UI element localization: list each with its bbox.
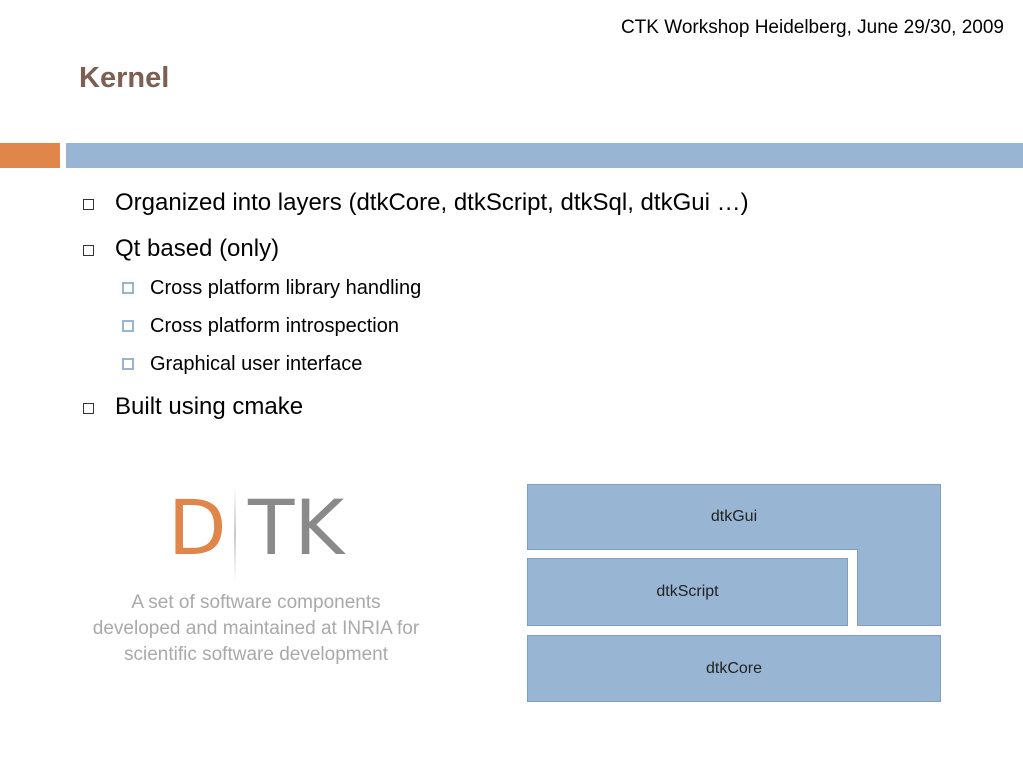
logo-letters-tk: TK [248, 483, 345, 572]
logo-caption-line: A set of software components [131, 592, 381, 613]
slide-title: Kernel [79, 62, 170, 94]
title-divider-bar [66, 143, 1023, 168]
bullet-list [80, 186, 749, 436]
square-sub-bullet-icon [122, 358, 134, 370]
logo-letter-d: D [168, 483, 227, 572]
bullet-text: Qt based (only) [115, 235, 280, 262]
logo-divider [234, 486, 236, 582]
bullet-item [80, 186, 749, 220]
bullet-item [80, 390, 749, 424]
sub-bullet-list [122, 274, 749, 378]
sub-bullet-text: Graphical user interface [150, 353, 363, 375]
sub-bullet-item [122, 350, 749, 378]
bullet-text: Organized into layers (dtkCore, dtkScript, dtkSql, dtkGui …) [115, 189, 749, 216]
square-sub-bullet-icon [122, 282, 134, 294]
logo-caption-line: scientific software development [123, 644, 388, 665]
square-bullet-icon [83, 245, 94, 256]
square-sub-bullet-icon [122, 320, 134, 332]
layer-dtkcore [527, 635, 941, 702]
square-bullet-icon [83, 403, 94, 414]
layer-label: dtkCore [705, 659, 763, 677]
logo-caption-line: developed and maintained at INRIA for [92, 618, 420, 639]
dtk-logo [166, 484, 366, 584]
sub-bullet-item [122, 312, 749, 340]
layer-label: dtkGui [710, 508, 758, 525]
square-bullet-icon [83, 199, 94, 210]
bullet-text: Built using cmake [115, 393, 304, 420]
layer-dtkgui-joint [858, 546, 940, 552]
sub-bullet-text: Cross platform introspection [150, 315, 399, 337]
layer-dtkgui-arm [857, 549, 941, 626]
layer-dtkgui [527, 484, 941, 550]
bullet-item [80, 232, 749, 266]
header-caption: CTK Workshop Heidelberg, June 29/30, 2009 [620, 17, 1004, 38]
title-accent-bar [0, 143, 60, 168]
layer-label: dtkScript [656, 583, 719, 600]
sub-bullet-text: Cross platform library handling [150, 277, 422, 299]
sub-bullet-item [122, 274, 749, 302]
layer-dtkscript [527, 558, 848, 626]
logo-caption [50, 590, 462, 668]
